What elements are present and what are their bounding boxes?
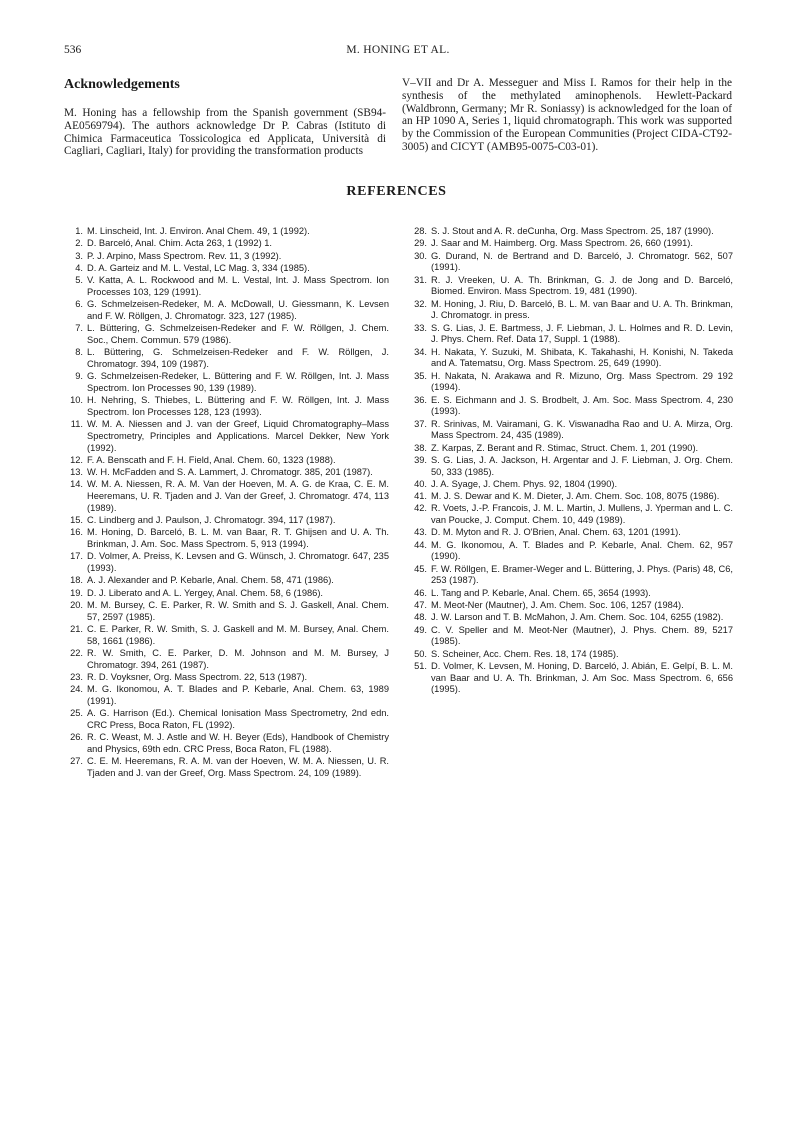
reference-item (64, 527, 389, 550)
reference-text: H. Nakata, Y. Suzuki, M. Shibata, K. Takahashi, H. Konishi, N. Takeda and A. Tatematsu, Org. Mass Spectrom. 25, 649 (1990). (431, 346, 733, 369)
reference-text: R. J. Vreeken, U. A. Th. Brinkman, G. J. de Jong and D. Barceló, Biomed. Environ. Mass Spectrom. 19, 481 (1990). (431, 274, 733, 297)
reference-number: 32. (414, 298, 427, 309)
reference-text: J. W. Larson and T. B. McMahon, J. Am. Chem. Soc. 104, 6255 (1982). (431, 612, 724, 623)
reference-text: A. G. Harrison (Ed.). Chemical Ionisation Mass Spectrometry, 2nd edn. CRC Press, Boca Raton, FL (1992). (87, 708, 389, 731)
reference-text: F. A. Benscath and F. H. Field, Anal. Chem. 60, 1323 (1988). (87, 454, 336, 465)
reference-number: 29. (414, 238, 427, 249)
references-left-column (64, 226, 389, 780)
acknowledgements-text-right: V–VII and Dr A. Messeguer and Miss I. Ramos for their help in the synthesis of the methylated aminophenols. Hewlett-Packard (Waldbronn, Germany; Mr R. Soniassy) is acknowledged for the loan of an HP 1090 A, Series 1, liquid chromatograph. This work was supported by the Commission of the European Communities (Project CIDA-CT92-3005) and CICYT (AMB95-0075-C03-01). (402, 77, 732, 153)
reference-item (408, 251, 733, 274)
reference-item (408, 588, 733, 600)
reference-item (64, 684, 389, 707)
reference-item (64, 756, 389, 779)
reference-number: 45. (414, 563, 427, 574)
reference-text: G. Durand, N. de Bertrand and D. Barceló, J. Chromatogr. 562, 507 (1991). (431, 250, 733, 273)
acknowledgements-left-column (64, 77, 386, 158)
reference-item (64, 672, 389, 684)
reference-item (64, 708, 389, 731)
reference-text: D. A. Garteiz and M. L. Vestal, LC Mag. 3, 334 (1985). (87, 262, 310, 273)
reference-item (408, 347, 733, 370)
reference-item (64, 732, 389, 755)
reference-number: 12. (70, 454, 83, 465)
reference-item (408, 419, 733, 442)
reference-number: 28. (414, 226, 427, 236)
reference-text: C. E. Parker, R. W. Smith, S. J. Gaskell and M. M. Bursey, Anal. Chem. 58, 1661 (1986). (87, 624, 389, 646)
reference-text: S. Scheiner, Acc. Chem. Res. 18, 174 (1985). (431, 648, 619, 659)
reference-item (408, 649, 733, 661)
reference-text: M. Linscheid, Int. J. Environ. Anal Chem. 49, 1 (1992). (87, 226, 310, 236)
reference-number: 49. (414, 624, 427, 635)
reference-item (64, 263, 389, 275)
reference-item (64, 347, 389, 370)
reference-text: G. Schmelzeisen-Redeker, M. A. McDowall, U. Giessmann, K. Levsen and F. W. Röllgen, J. Chromatogr. 323, 127 (1985). (87, 299, 389, 321)
reference-item (64, 467, 389, 479)
reference-item (408, 479, 733, 491)
reference-item (64, 251, 389, 263)
reference-number: 10. (70, 395, 83, 406)
reference-number: 38. (414, 442, 427, 453)
reference-item (408, 527, 733, 539)
reference-list-left (64, 226, 389, 780)
reference-item (64, 600, 389, 623)
reference-number: 21. (70, 624, 83, 635)
reference-item (64, 395, 389, 418)
reference-item (408, 491, 733, 503)
reference-text: J. Saar and M. Haimberg. Org. Mass Spectrom. 26, 660 (1991). (431, 238, 693, 249)
reference-item (64, 624, 389, 647)
reference-text: D. Volmer, A. Preiss, K. Levsen and G. Wünsch, J. Chromatogr. 647, 235 (1993). (87, 551, 389, 574)
reference-number: 24. (70, 684, 83, 695)
reference-text: M. J. S. Dewar and K. M. Dieter, J. Am. Chem. Soc. 108, 8075 (1986). (431, 491, 720, 502)
reference-number: 48. (414, 612, 427, 623)
reference-number: 44. (414, 539, 427, 550)
reference-text: C. E. M. Heeremans, R. A. M. van der Hoeven, W. M. A. Niessen, U. R. Tjaden and J. van der Greef, Org. Mass Spectrom. 24, 109 (1989). (87, 756, 389, 779)
reference-number: 39. (414, 454, 427, 465)
reference-item (64, 226, 389, 238)
reference-text: P. J. Arpino, Mass Spectrom. Rev. 11, 3 (1992). (87, 250, 282, 261)
reference-number: 19. (70, 587, 83, 598)
reference-text: L. Büttering, G. Schmelzeisen-Redeker and F. W. Röllgen, J. Chem. Soc., Chem. Commun. 579 (1986). (87, 323, 389, 345)
reference-text: S. G. Lias, J. E. Bartmess, J. F. Liebman, J. L. Holmes and R. D. Levin, J. Phys. Chem. Ref. Data 17, Suppl. 1 (1988). (431, 322, 733, 345)
reference-number: 6. (75, 299, 83, 310)
reference-number: 27. (70, 756, 83, 767)
reference-number: 13. (70, 467, 83, 478)
reference-number: 1. (75, 226, 83, 236)
reference-number: 33. (414, 322, 427, 333)
reference-item (64, 515, 389, 527)
references-right-column (408, 226, 733, 697)
reference-item (64, 648, 389, 671)
reference-item (408, 226, 733, 238)
reference-text: M. G. Ikonomou, A. T. Blades and P. Kebarle, Anal. Chem. 62, 957 (1990). (431, 539, 733, 562)
reference-text: H. Nakata, N. Arakawa and R. Mizuno, Org. Mass Spectrom. 29 192 (1994). (431, 370, 733, 393)
reference-text: M. Honing, D. Barceló, B. L. M. van Baar, R. T. Ghijsen and U. A. Th. Brinkman, J. Am. Soc. Mass Spectrom. 5, 913 (1994). (87, 527, 389, 550)
reference-item (408, 564, 733, 587)
reference-text: L. Tang and P. Kebarle, Anal. Chem. 65, 3654 (1993). (431, 587, 651, 598)
reference-number: 41. (414, 491, 427, 502)
reference-item (408, 275, 733, 298)
reference-number: 23. (70, 672, 83, 683)
reference-text: C. V. Speller and M. Meot-Ner (Mautner), J. Phys. Chem. 89, 5217 (1985). (431, 624, 733, 647)
reference-number: 17. (70, 551, 83, 562)
reference-item (408, 503, 733, 526)
references-heading: REFERENCES (346, 184, 447, 199)
reference-text: J. A. Syage, J. Chem. Phys. 92, 1804 (1990). (431, 478, 618, 489)
reference-text: M. Honing, J. Riu, D. Barceló, B. L. M. van Baar and U. A. Th. Brinkman, J. Chromatogr. in press. (431, 298, 733, 321)
reference-item (408, 299, 733, 322)
reference-text: R. Voets, J.-P. Francois, J. M. L. Martin, J. Mullens, J. Yperman and L. C. van Poucke, J. Comput. Chem. 10, 449 (1989). (431, 503, 733, 526)
reference-text: R. Srinivas, M. Vairamani, G. K. Viswanadha Rao and U. A. Mirza, Org. Mass Spectrom. 24, 435 (1989). (431, 418, 733, 441)
reference-text: F. W. Röllgen, E. Bramer-Weger and L. Büttering, J. Phys. (Paris) 48, C6, 253 (1987). (431, 563, 733, 586)
reference-text: S. G. Lias, J. A. Jackson, H. Argentar and J. F. Liebman, J. Org. Chem. 50, 333 (1985). (431, 454, 733, 477)
reference-number: 34. (414, 346, 427, 357)
reference-item (64, 238, 389, 250)
running-head: M. HONING ET AL. (346, 44, 450, 56)
reference-item (408, 612, 733, 624)
reference-text: M. M. Bursey, C. E. Parker, R. W. Smith and S. J. Gaskell, Anal. Chem. 57, 2597 (1985). (87, 600, 389, 622)
reference-number: 8. (75, 347, 83, 358)
reference-text: C. Lindberg and J. Paulson, J. Chromatogr. 394, 117 (1987). (87, 515, 336, 526)
reference-number: 16. (70, 527, 83, 538)
reference-item (64, 455, 389, 467)
reference-item (408, 455, 733, 478)
reference-number: 14. (70, 479, 83, 490)
reference-text: W. H. McFadden and S. A. Lammert, J. Chromatogr. 385, 201 (1987). (87, 467, 373, 478)
reference-number: 2. (75, 238, 83, 249)
reference-item (64, 479, 389, 514)
reference-number: 11. (70, 419, 83, 430)
reference-number: 4. (75, 262, 83, 273)
reference-number: 26. (70, 732, 83, 743)
reference-item (408, 323, 733, 346)
reference-text: R. D. Voyksner, Org. Mass Spectrom. 22, 513 (1987). (87, 672, 308, 683)
reference-text: H. Nehring, S. Thiebes, L. Büttering and F. W. Röllgen, Int. J. Mass Spectrom. Ion Processes 128, 123 (1993). (87, 395, 389, 417)
reference-item (408, 540, 733, 563)
reference-item (64, 551, 389, 574)
reference-text: V. Katta, A. L. Rockwood and M. L. Vestal, Int. J. Mass Spectrom. Ion Processes 103, 129 (1991). (87, 275, 389, 297)
reference-text: D. J. Liberato and A. L. Yergey, Anal. Chem. 58, 6 (1986). (87, 587, 324, 598)
reference-item (64, 323, 389, 346)
reference-number: 5. (75, 275, 83, 286)
reference-number: 18. (70, 575, 83, 586)
page-header (64, 44, 732, 60)
reference-text: M. G. Ikonomou, A. T. Blades and P. Kebarle, Anal. Chem. 63, 1989 (1991). (87, 684, 389, 707)
reference-number: 30. (414, 250, 427, 261)
reference-number: 20. (70, 600, 83, 611)
reference-text: W. M. A. Niessen, R. A. M. Van der Hoeven, M. A. G. de Kraa, C. E. M. Heeremans, U. R. Tjaden and J. Van der Greef, J. Chromatogr. 474, 113 (1989). (87, 479, 389, 513)
reference-text: L. Büttering, G. Schmelzeisen-Redeker and F. W. Röllgen, J. Chromatogr. 394, 109 (1987). (87, 347, 389, 369)
acknowledgements-right-column (402, 77, 732, 154)
reference-number: 36. (414, 394, 427, 405)
reference-text: R. C. Weast, M. J. Astle and W. H. Beyer (Eds), Handbook of Chemistry and Physics, 69th edn. CRC Press, Boca Raton, FL (1988). (87, 732, 389, 755)
reference-number: 3. (75, 250, 83, 261)
acknowledgements-text-left: M. Honing has a fellowship from the Spanish government (SB94-AE0569794). The authors acknowledge Dr P. Cabras (Istituto di Chimica Farmaceutica Tossicologica ed Applicata, Università di Cagliari, Cagliari, Italy) for providing the transformation products (64, 107, 386, 158)
reference-item (64, 275, 389, 298)
reference-item (408, 443, 733, 455)
acknowledgements-heading: Acknowledgements (64, 77, 180, 92)
reference-number: 42. (414, 503, 427, 514)
reference-list-right (408, 226, 733, 696)
reference-item (408, 238, 733, 250)
reference-text: G. Schmelzeisen-Redeker, L. Büttering and F. W. Röllgen, Int. J. Mass Spectrom. Ion Processes 90, 139 (1989). (87, 371, 389, 393)
reference-number: 50. (414, 648, 427, 659)
reference-text: Z. Karpas, Z. Berant and R. Stimac, Struct. Chem. 1, 201 (1990). (431, 442, 699, 453)
reference-number: 46. (414, 587, 427, 598)
reference-text: R. W. Smith, C. E. Parker, D. M. Johnson and M. M. Bursey, J Chromatogr. 394, 261 (1987). (87, 648, 389, 670)
reference-text: D. M. Myton and R. J. O'Brien, Anal. Chem. 63, 1201 (1991). (431, 527, 681, 538)
reference-item (64, 419, 389, 454)
reference-text: A. J. Alexander and P. Kebarle, Anal. Chem. 58, 471 (1986). (87, 575, 334, 586)
reference-number: 43. (414, 527, 427, 538)
reference-item (408, 371, 733, 394)
reference-item (64, 588, 389, 600)
reference-item (408, 661, 733, 696)
reference-item (408, 600, 733, 612)
reference-number: 31. (414, 274, 427, 285)
reference-text: S. J. Stout and A. R. deCunha, Org. Mass Spectrom. 25, 187 (1990). (431, 226, 714, 236)
reference-number: 47. (414, 600, 427, 611)
reference-text: D. Volmer, K. Levsen, M. Honing, D. Barceló, J. Abián, E. Gelpí, B. L. M. van Baar and U. A. Th. Brinkman, J. Am Soc. Mass Spectrom. 6, 656 (1995). (431, 660, 733, 695)
reference-number: 25. (70, 708, 83, 719)
page-number: 536 (64, 44, 82, 56)
reference-item (408, 625, 733, 648)
reference-number: 51. (414, 660, 427, 671)
reference-number: 15. (70, 515, 83, 526)
reference-number: 40. (414, 478, 427, 489)
reference-number: 35. (414, 370, 427, 381)
reference-text: M. Meot-Ner (Mautner), J. Am. Chem. Soc. 106, 1257 (1984). (431, 600, 684, 611)
reference-item (64, 299, 389, 322)
reference-text: E. S. Eichmann and J. S. Brodbelt, J. Am. Soc. Mass Spectrom. 4, 230 (1993). (431, 394, 733, 417)
reference-text: D. Barceló, Anal. Chim. Acta 263, 1 (1992) 1. (87, 238, 273, 249)
reference-number: 37. (414, 418, 427, 429)
reference-number: 7. (75, 323, 83, 334)
reference-item (408, 395, 733, 418)
reference-item (64, 371, 389, 394)
reference-number: 9. (75, 371, 83, 382)
reference-number: 22. (70, 648, 83, 659)
reference-text: W. M. A. Niessen and J. van der Greef, Liquid Chromatography–Mass Spectrometry, Principles and Applications. Marcel Dekker, New York (1992). (87, 419, 389, 453)
reference-item (64, 575, 389, 587)
